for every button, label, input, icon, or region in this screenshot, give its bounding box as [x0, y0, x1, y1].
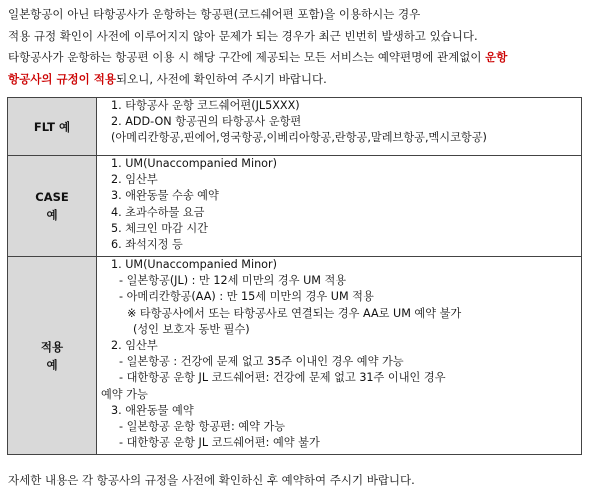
application-example-row [8, 257, 582, 455]
application-example-label [8, 257, 97, 455]
case-line-5: 5. 체크인 마감 시간 [111, 221, 208, 235]
intro-line-4 [8, 69, 594, 91]
case-example-row [8, 156, 582, 257]
intro-line-1: 일본항공이 아닌 타항공사가 운항하는 항공편(코드쉐어편 포함)을 이용하시는 경우 [8, 7, 421, 21]
apply-line-3: - 아메리칸항공(AA) : 만 15세 미만의 경우 UM 적용 [119, 290, 374, 304]
apply-line-10: 3. 애완동물 예약 [111, 403, 194, 417]
case-label-line-2: 예 [46, 208, 58, 222]
apply-line-2: - 일본항공(JL) : 만 12세 미만의 경우 UM 적용 [119, 274, 347, 288]
intro-notice [8, 4, 594, 90]
flt-example-content [97, 98, 582, 156]
apply-line-6: 2. 임산부 [111, 338, 158, 352]
intro-line-3 [8, 47, 594, 69]
apply-line-9: 예약 가능 [101, 387, 148, 401]
flt-line-1: 1. 타항공사 운항 코드쉐어편(JL5XXX) [111, 99, 300, 112]
case-line-1: 1. UM(Unaccompanied Minor) [111, 157, 277, 170]
application-label-line-2: 예 [46, 357, 58, 372]
case-example-label [8, 156, 97, 257]
apply-line-12: - 대한항공 운항 JL 코드쉐어편: 예약 불가 [119, 436, 320, 450]
case-line-6: 6. 좌석지정 등 [111, 237, 183, 251]
apply-line-7: - 일본항공 : 건강에 문제 없고 35주 이내인 경우 예약 가능 [119, 355, 404, 369]
apply-line-8: - 대한항공 운항 JL 코드쉐어편: 건강에 문제 없고 31주 이내인 경우 [119, 371, 446, 385]
case-example-content [97, 156, 582, 257]
flt-line-2: 2. ADD-ON 항공권의 타항공사 운항편 [111, 115, 302, 129]
flt-example-row [8, 98, 582, 156]
flt-example-label: FLT 예 [8, 98, 97, 156]
flt-line-3: (아메리칸항공,핀에어,영국항공,이베리아항공,란항공,말레브항공,멕시코항공) [111, 131, 487, 145]
intro-line-2: 적용 규정 확인이 사전에 이루어지지 않아 문제가 되는 경우가 최근 빈번히 발생하고 있습니다. [8, 28, 478, 43]
case-line-4: 4. 초과수하물 요금 [111, 205, 205, 219]
policy-table [7, 97, 582, 455]
case-line-3: 3. 애완동물 수송 예약 [111, 189, 219, 203]
case-label-line-1: CASE [35, 190, 69, 204]
intro-highlight-end: 항공사의 규정이 적용 [8, 71, 116, 86]
intro-highlight-start: 운항 [485, 50, 508, 64]
footer-notice: 자세한 내용은 각 항공사의 규정을 사전에 확인하신 후 예약하여 주시기 바랍니다. [8, 473, 415, 487]
case-line-2: 2. 임산부 [111, 173, 158, 187]
intro-line-3-text: 타항공사가 운항하는 항공편 이용 시 해당 구간에 제공되는 모든 서비스는 예약편명에 관계없이 [8, 50, 486, 64]
apply-line-4: ※ 타항공사에서 또는 타항공사로 연결되는 경우 AA로 UM 예약 불가 [127, 306, 462, 320]
apply-line-11: - 일본항공 운항 항공편: 예약 가능 [119, 419, 286, 433]
intro-line-4-text: 되오니, 사전에 확인하여 주시기 바랍니다. [116, 71, 327, 86]
apply-line-5: (성인 보호자 동반 필수) [133, 322, 250, 336]
application-example-content [97, 257, 582, 455]
apply-line-1: 1. UM(Unaccompanied Minor) [111, 258, 277, 271]
application-label-line-1: 적용 [40, 339, 64, 354]
